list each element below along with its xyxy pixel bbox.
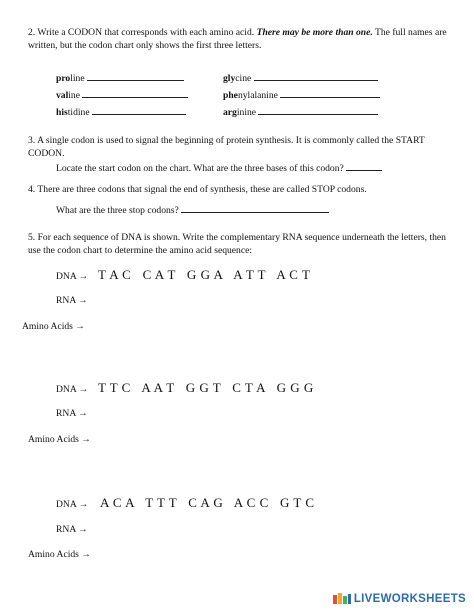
histidine-answer-blank[interactable] — [92, 105, 186, 115]
liveworksheets-brand — [333, 591, 466, 607]
start-codon-answer-blank[interactable] — [346, 161, 382, 171]
amino-arginine: arginine — [223, 105, 378, 119]
brand-text-live: LIVE — [353, 593, 381, 605]
dna-label-1: DNA → — [56, 271, 89, 282]
amino-phenylalanine: phenylalanine — [223, 88, 380, 102]
amino-acids-label-2: Amino Acids → — [28, 434, 91, 445]
stop-codons-answer-blank[interactable] — [181, 203, 329, 213]
valine-answer-blank[interactable] — [82, 88, 188, 98]
amino-acids-label-1: Amino Acids → — [22, 321, 85, 332]
q4-line1: 4. There are three codons that signal the end of synthesis, these are called STOP codons. — [28, 184, 367, 195]
dna-sequence-2: T T C A A T G G T C T A G G G — [98, 380, 314, 395]
liveworksheets-logo-icon — [333, 592, 351, 606]
amino-acids-label-3: Amino Acids → — [28, 549, 91, 560]
q4-line2: What are the three stop codons? — [56, 203, 329, 217]
brand-text-worksheets: WORKSHEETS — [380, 593, 466, 605]
dna-label-3: DNA → — [56, 499, 89, 510]
amino-histidine: histidine — [56, 105, 186, 119]
phenylalanine-answer-blank[interactable] — [280, 88, 380, 98]
q3-line1: 3. A single codon is used to signal the beginning of protein synthesis. It is commonly called the START — [28, 135, 425, 146]
rna-label-2: RNA → — [56, 408, 88, 419]
q3-line3: Locate the start codon on the chart. What are the three bases of this codon? — [56, 161, 382, 175]
rna-label-3: RNA → — [56, 524, 88, 535]
dna-sequence-1: T A C C A T G G A A T T A C T — [98, 267, 311, 282]
q2-line1: 2. Write a CODON that corresponds with each amino acid. There may be more than one. The full names are — [28, 27, 447, 38]
rna-label-1: RNA → — [56, 295, 88, 306]
dna-sequence-3: A C A T T T C A G A C C G T C — [100, 495, 315, 510]
arginine-answer-blank[interactable] — [258, 105, 378, 115]
q5-line1: 5. For each sequence of DNA is shown. Write the complementary RNA sequence underneath the letters, then — [28, 232, 446, 243]
amino-proline: proline — [56, 71, 184, 85]
dna-label-2: DNA → — [56, 384, 89, 395]
glycine-answer-blank[interactable] — [254, 71, 378, 81]
q3-line2: CODON. — [28, 148, 65, 159]
q2-line2: written, but the codon chart only shows the first three letters. — [28, 40, 262, 51]
proline-answer-blank[interactable] — [87, 71, 184, 81]
amino-glycine: glycine — [223, 71, 378, 85]
q5-line2: use the codon chart to determine the amino acid sequence: — [28, 245, 253, 256]
amino-valine: valine — [56, 88, 188, 102]
